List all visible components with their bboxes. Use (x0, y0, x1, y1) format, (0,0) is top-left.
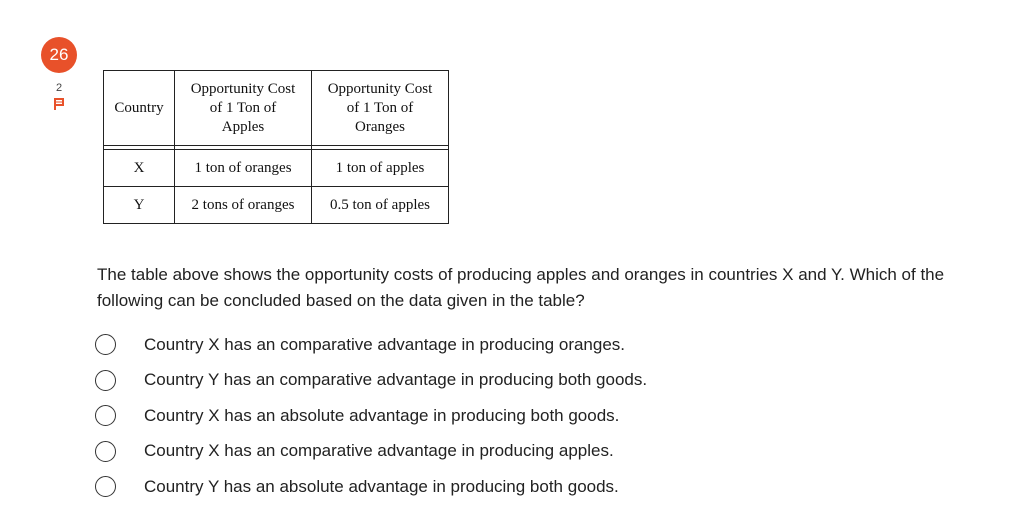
question-number-badge: 26 (41, 37, 77, 73)
header-oranges-line: Oranges (355, 118, 405, 135)
radio-button[interactable] (95, 476, 116, 497)
answer-option-label[interactable]: Country X has an absolute advantage in producing both goods. (144, 405, 620, 425)
header-country: Country (104, 71, 175, 146)
answer-options (95, 327, 647, 505)
answer-option-label[interactable]: Country X has an comparative advantage in producing oranges. (144, 334, 626, 354)
cell-country: Y (104, 187, 175, 224)
header-oranges-line: of 1 Ton of (346, 99, 414, 116)
answer-option[interactable] (95, 469, 647, 505)
cell-apples-cost: 1 ton of oranges (175, 150, 312, 187)
table-header-row (104, 71, 449, 146)
header-apples-line: Apples (221, 118, 265, 135)
radio-button[interactable] (95, 405, 116, 426)
table-row (104, 187, 449, 224)
header-apples-line: Opportunity Cost (190, 80, 296, 97)
answer-option-label[interactable]: Country Y has an absolute advantage in producing both goods. (144, 476, 619, 496)
cell-country: X (104, 150, 175, 187)
header-oranges (312, 71, 449, 146)
answer-option[interactable] (95, 327, 647, 363)
radio-button[interactable] (95, 370, 116, 391)
answer-option-label[interactable]: Country Y has an comparative advantage in producing both goods. (144, 370, 648, 390)
table-row (104, 150, 449, 187)
question-text: The table above shows the opportunity costs of producing apples and oranges in countries X and Y. Which of the following can be concluded based on the data given in the table? (97, 265, 945, 310)
radio-button[interactable] (95, 441, 116, 462)
cell-oranges-cost: 1 ton of apples (312, 150, 449, 187)
cell-apples-cost: 2 tons of oranges (175, 187, 312, 224)
cell-oranges-cost: 0.5 ton of apples (312, 187, 449, 224)
answer-option[interactable] (95, 398, 647, 434)
header-apples (175, 71, 312, 146)
header-apples-line: of 1 Ton of (209, 99, 277, 116)
answer-option[interactable] (95, 363, 647, 399)
opportunity-cost-table (103, 70, 449, 224)
answer-option[interactable] (95, 434, 647, 470)
radio-button[interactable] (95, 334, 116, 355)
answer-option-label[interactable]: Country X has an comparative advantage in producing apples. (144, 441, 614, 461)
points-value: 2 (55, 82, 63, 94)
flag-icon[interactable] (52, 97, 66, 111)
opportunity-cost-table-container (103, 70, 449, 224)
header-oranges-line: Opportunity Cost (327, 80, 433, 97)
